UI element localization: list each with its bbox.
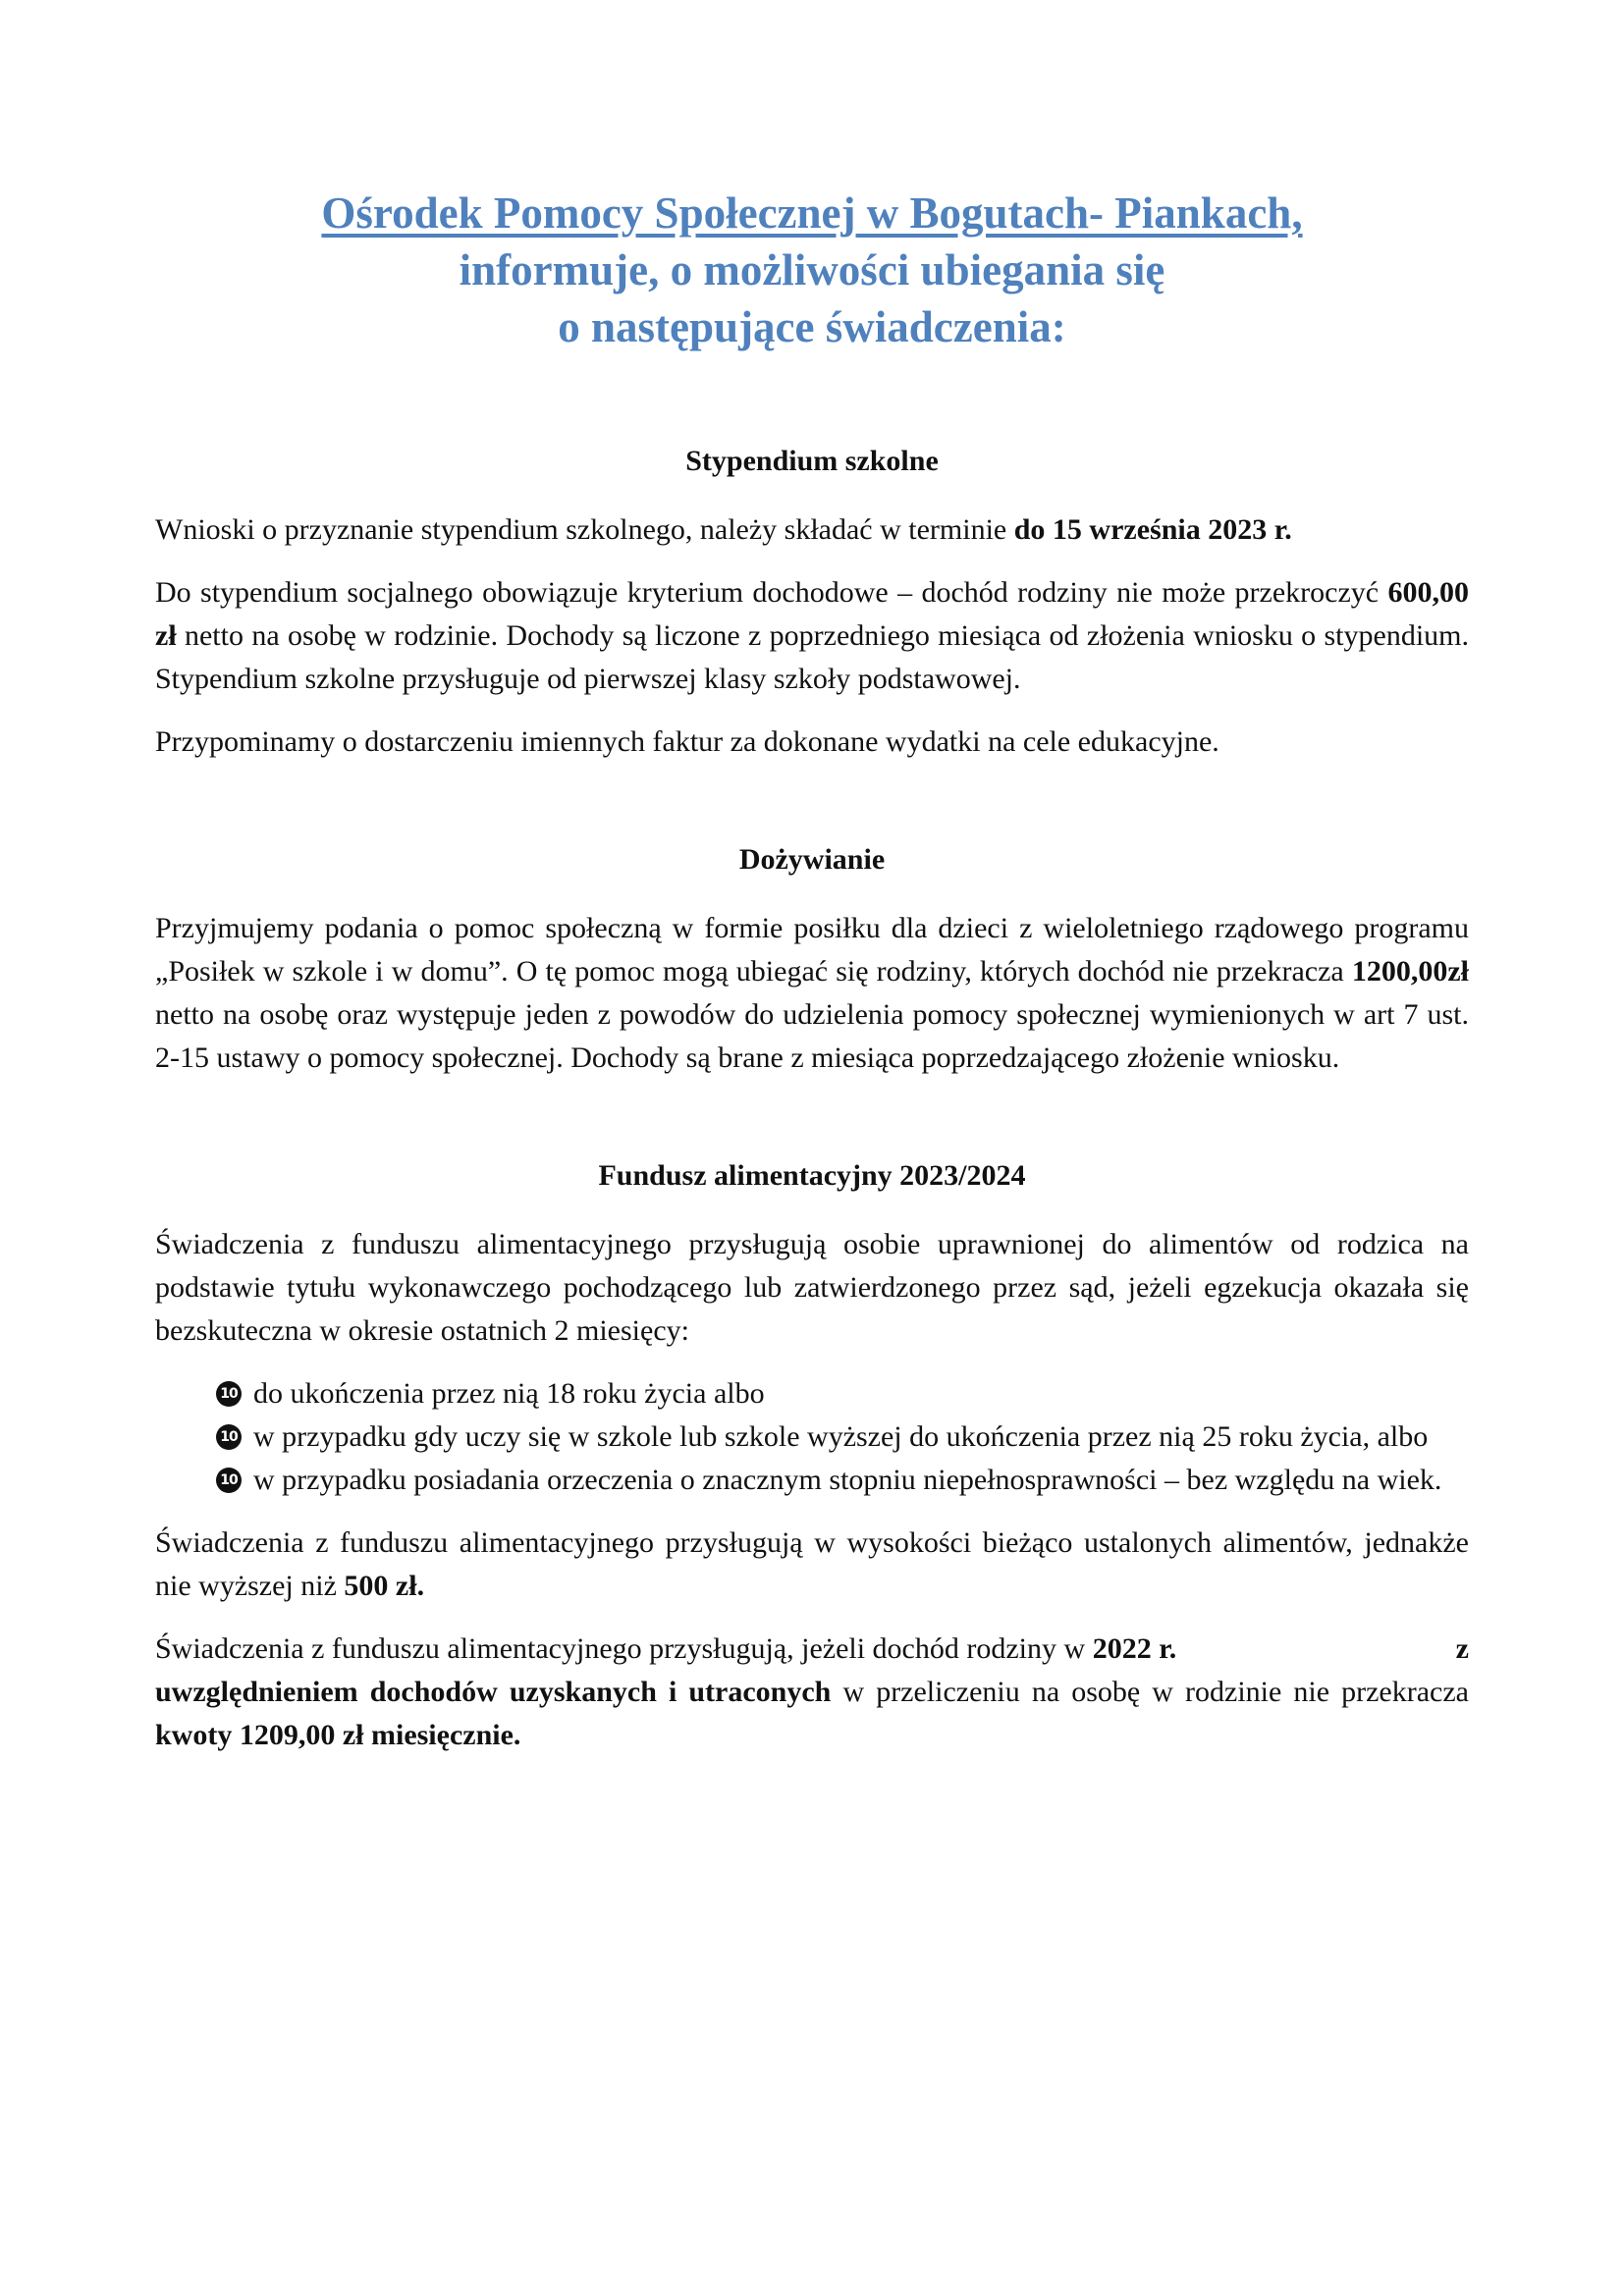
list-item-text: w przypadku gdy uczy się w szkole lub szkole wyższej do ukończenia przez nią 25 roku życia, albo <box>253 1420 1429 1453</box>
stypendium-deadline-paragraph <box>155 508 1469 552</box>
heading-fundusz: Fundusz alimentacyjny 2023/2024 <box>598 1159 1026 1192</box>
fundusz-amount-limit: 500 zł. <box>344 1570 425 1602</box>
stypendium-income-limit: 600,00 zł <box>155 576 1469 652</box>
fundusz-income-limit: kwoty 1209,00 zł miesięcznie. <box>155 1719 521 1751</box>
title-line-institution: Ośrodek Pomocy Społecznej w Bogutach- Piankach, <box>321 188 1303 238</box>
section-stypendium <box>155 442 1469 764</box>
heading-stypendium: Stypendium szkolne <box>685 445 939 477</box>
section-fundusz <box>155 1156 1469 1757</box>
fundusz-eligibility-paragraph: Świadczenia z funduszu alimentacyjnego przysługują osobie uprawnionej do alimentów od rodzica na podstawie tytułu wykonawczego pochodzącego lub zatwierdzonego przez sąd, jeżeli egzekucja okazała się bezskuteczna w okresie ostatnich 2 miesięcy: <box>155 1228 1469 1347</box>
section-dozywianie <box>155 840 1469 1080</box>
title-line-benefits: o następujące świadczenia: <box>558 302 1066 351</box>
dozywianie-paragraph <box>155 907 1469 1080</box>
stypendium-criteria-text-a: Do stypendium socjalnego obowiązuje kryterium dochodowe – dochód rodziny nie może przekroczyć <box>155 576 1388 609</box>
document-title <box>155 185 1469 355</box>
fundusz-income-first-line-left <box>155 1628 1176 1671</box>
list-item-text: do ukończenia przez nią 18 roku życia albo <box>253 1377 765 1410</box>
fundusz-income-text-b: w przeliczeniu na osobę w rodzinie nie przekracza <box>831 1676 1469 1708</box>
fundusz-conditions-list <box>155 1372 1469 1502</box>
fundusz-amount-text: Świadczenia z funduszu alimentacyjnego przysługują w wysokości bieżąco ustalonych alimentów, jednakże nie wyższej niż <box>155 1526 1469 1602</box>
fundusz-income-paragraph <box>155 1628 1469 1757</box>
numbered-circle-bullet-icon: 10 <box>216 1381 242 1407</box>
stypendium-deadline-text: Wnioski o przyznanie stypendium szkolnego, należy składać w terminie <box>155 513 1014 546</box>
title-line-informs: informuje, o możliwości ubiegania się <box>459 245 1165 294</box>
stypendium-criteria-text-b: netto na osobę w rodzinie. Dochody są liczone z poprzedniego miesiąca od złożenia wniosku o stypendium. Stypendium szkolne przysługuje od pierwszej klasy szkoły podstawowej. <box>155 619 1469 695</box>
fundusz-income-text-a: Świadczenia z funduszu alimentacyjnego przysługują, jeżeli dochód rodziny w <box>155 1632 1093 1665</box>
numbered-circle-bullet-icon: 10 <box>216 1468 242 1493</box>
section-spacer <box>155 783 1469 840</box>
stypendium-criteria-paragraph <box>155 571 1469 701</box>
section-spacer <box>155 1099 1469 1156</box>
numbered-circle-bullet-icon: 10 <box>216 1424 242 1450</box>
stypendium-invoices-paragraph: Przypominamy o dostarczeniu imiennych faktur za dokonane wydatki na cele edukacyjne. <box>155 725 1219 758</box>
dozywianie-text-a: Przyjmujemy podania o pomoc społeczną w formie posiłku dla dzieci z wieloletniego rządowego programu „Posiłek w szkole i w domu”. O tę pomoc mogą ubiegać się rodziny, których dochód nie przekracza <box>155 912 1469 988</box>
heading-dozywianie: Dożywianie <box>738 843 886 876</box>
fundusz-income-consideration: uwzględnieniem dochodów uzyskanych i utraconych <box>155 1676 832 1708</box>
fundusz-income-first-line <box>155 1628 1469 1671</box>
fundusz-income-year: 2022 r. <box>1092 1632 1177 1665</box>
fundusz-income-z: z <box>1455 1632 1469 1665</box>
dozywianie-text-b: netto na osobę oraz występuje jeden z powodów do udzielenia pomocy społecznej wymienionych w art 7 ust. 2-15 ustawy o pomocy społecznej. Dochody są brane z miesiąca poprzedzającego złożenie wniosku. <box>155 998 1469 1074</box>
dozywianie-income-limit: 1200,00zł <box>1351 955 1469 988</box>
list-item <box>155 1415 1469 1459</box>
fundusz-amount-paragraph <box>155 1522 1469 1608</box>
stypendium-deadline-date: do 15 września 2023 r. <box>1013 513 1292 546</box>
list-item-text: w przypadku posiadania orzeczenia o znacznym stopniu niepełnosprawności – bez względu na wiek. <box>253 1464 1442 1496</box>
list-item <box>155 1459 1469 1502</box>
list-item <box>155 1372 1469 1415</box>
